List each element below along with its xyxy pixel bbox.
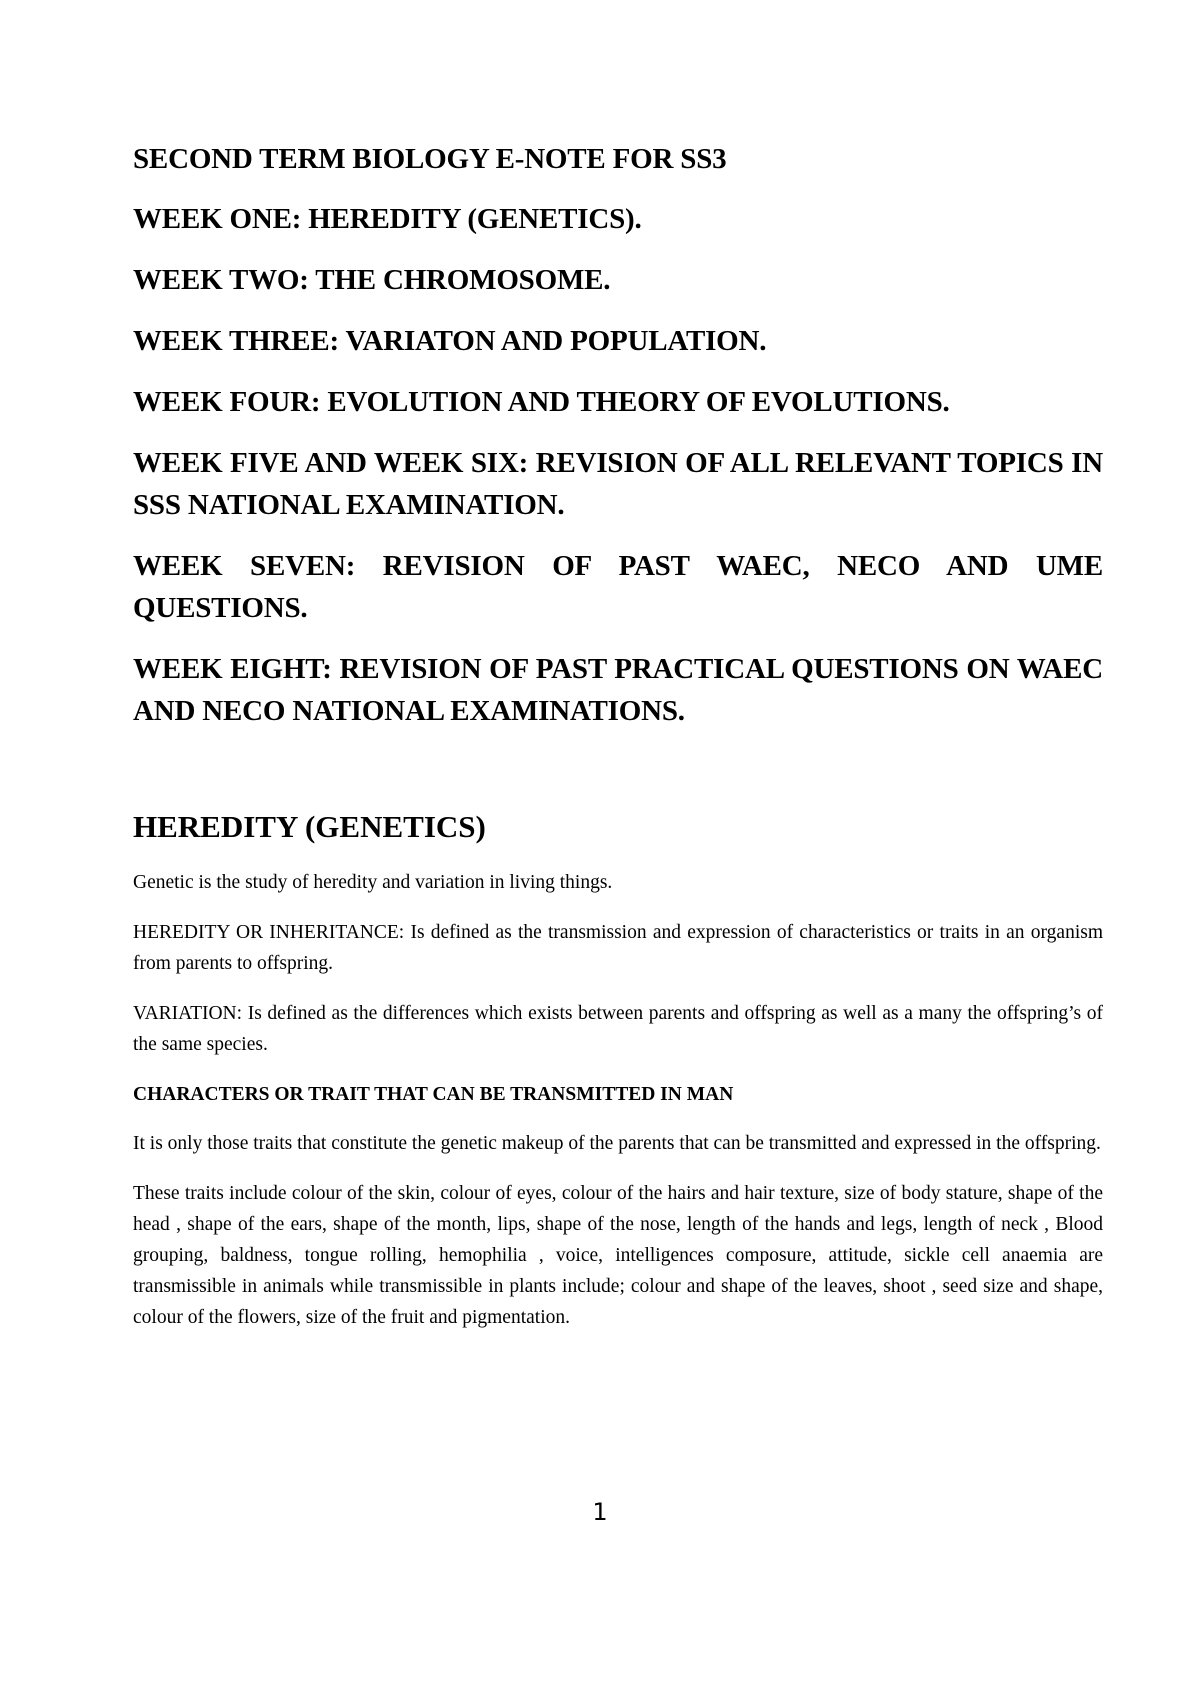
genetic-definition-paragraph: Genetic is the study of heredity and variation in living things.: [133, 872, 613, 893]
week-four-line: WEEK FOUR: EVOLUTION AND THEORY OF EVOLUTIONS.: [133, 386, 950, 418]
week-three-line: WEEK THREE: VARIATON AND POPULATION.: [133, 325, 767, 357]
section-heading: HEREDITY (GENETICS): [133, 809, 486, 844]
week-one-line: WEEK ONE: HEREDITY (GENETICS).: [133, 203, 642, 235]
week-five-six-line: WEEK FIVE AND WEEK SIX: REVISION OF ALL RELEVANT TOPICS IN SSS NATIONAL EXAMINATION.: [133, 447, 1103, 521]
page-content: [133, 138, 1103, 1352]
page-number: 1: [592, 1498, 608, 1526]
week-seven-line: WEEK SEVEN: REVISION OF PAST WAEC, NECO AND UME QUESTIONS.: [133, 550, 1103, 624]
week-eight-line: WEEK EIGHT: REVISION OF PAST PRACTICAL QUESTIONS ON WAEC AND NECO NATIONAL EXAMINATIONS.: [133, 653, 1103, 727]
heredity-definition-paragraph: HEREDITY OR INHERITANCE: Is defined as the transmission and expression of characteristics or traits in an organism from parents to offspring.: [133, 922, 1103, 974]
traits-subheading: CHARACTERS OR TRAIT THAT CAN BE TRANSMITTED IN MAN: [133, 1084, 734, 1105]
variation-definition-paragraph: VARIATION: Is defined as the differences which exists between parents and offspring as well as a many the offspring’s of the same species.: [133, 1003, 1103, 1055]
traits-list-paragraph: These traits include colour of the skin, colour of eyes, colour of the hairs and hair texture, size of body stature, shape of the head , shape of the ears, shape of the month, lips, shape of the nose, length of the hands and legs, length of neck , Blood grouping, baldness, tongue rolling, hemophilia , voice, intelligences composure, attitude, sickle cell anaemia are transmissible in animals while transmissible in plants include; colour and shape of the leaves, shoot , seed size and shape, colour of the flowers, size of the fruit and pigmentation.: [133, 1183, 1103, 1328]
document-title: SECOND TERM BIOLOGY E-NOTE FOR SS3: [133, 143, 727, 175]
week-two-line: WEEK TWO: THE CHROMOSOME.: [133, 264, 611, 296]
traits-intro-paragraph: It is only those traits that constitute the genetic makeup of the parents that can be transmitted and expressed in the offspring.: [133, 1133, 1101, 1154]
